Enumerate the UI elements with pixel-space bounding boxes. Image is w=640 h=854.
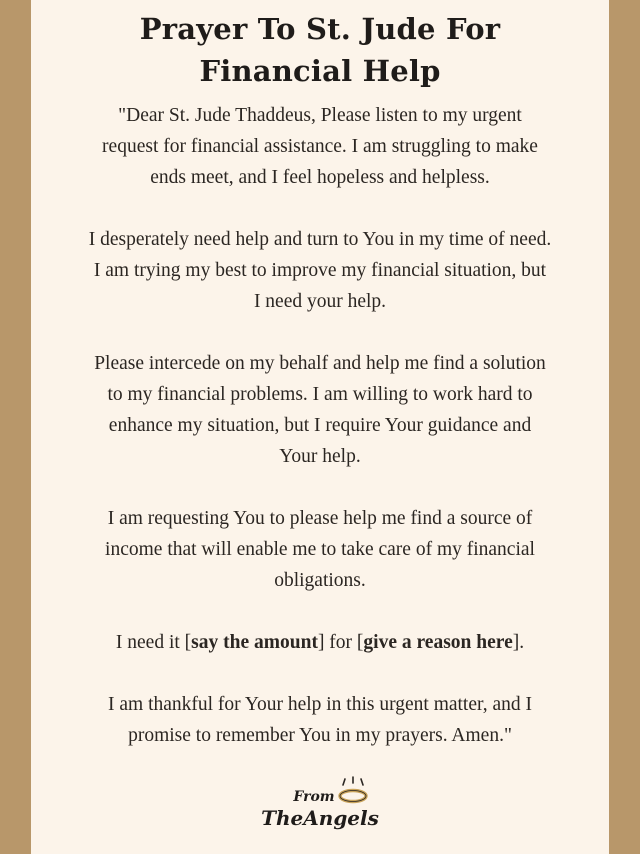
paragraph-line: to my financial problems. I am willing to work hard to	[107, 384, 533, 405]
paragraph-line: "Dear St. Jude Thaddeus, Please listen to my urgent	[118, 105, 522, 126]
paragraph-5	[53, 627, 587, 658]
paragraph-line: request for financial assistance. I am struggling to make	[102, 136, 538, 157]
paragraph-line: promise to remember You in my prayers. Amen."	[128, 725, 512, 746]
logo-graphic	[240, 776, 400, 836]
prayer-body	[53, 100, 587, 751]
logo-the-angels-text: TheAngels	[261, 806, 379, 830]
paragraph-line: I am requesting You to please help me find a source of	[107, 508, 533, 529]
paragraph-text: ].	[512, 632, 525, 653]
from-the-angels-logo	[0, 776, 640, 836]
logo-from-text: From	[293, 789, 335, 805]
paragraph-line: Your help.	[279, 446, 361, 467]
paragraph-line: obligations.	[274, 570, 366, 591]
amount-placeholder: say the amount	[191, 632, 318, 653]
title-line-2: Financial Help	[199, 54, 441, 88]
paragraph-line: I need your help.	[253, 291, 387, 312]
prayer-card	[31, 0, 609, 854]
paragraph-line: income that will enable me to take care of my financial	[105, 539, 535, 560]
paragraph-text: ] for [	[317, 632, 364, 653]
paragraph-line: ends meet, and I feel hopeless and helpless.	[150, 167, 490, 188]
paragraph-line: I am thankful for Your help in this urgent matter, and I	[108, 694, 532, 715]
paragraph-line: enhance my situation, but I require Your guidance and	[108, 415, 532, 436]
page-title	[53, 0, 587, 92]
paragraph-6	[53, 689, 587, 751]
halo-icon	[340, 777, 366, 802]
title-line-1: Prayer To St. Jude For	[139, 12, 501, 46]
paragraph-2	[53, 224, 587, 317]
paragraph-3	[53, 348, 587, 472]
paragraph-1	[53, 100, 587, 193]
paragraph-line: I am trying my best to improve my financial situation, but	[93, 260, 547, 281]
paragraph-4	[53, 503, 587, 596]
reason-placeholder: give a reason here	[363, 632, 513, 653]
paragraph-text: I need it [	[115, 632, 192, 653]
paragraph-line: I desperately need help and turn to You in my time of need.	[88, 229, 552, 250]
paragraph-line: Please intercede on my behalf and help me find a solution	[94, 353, 546, 374]
